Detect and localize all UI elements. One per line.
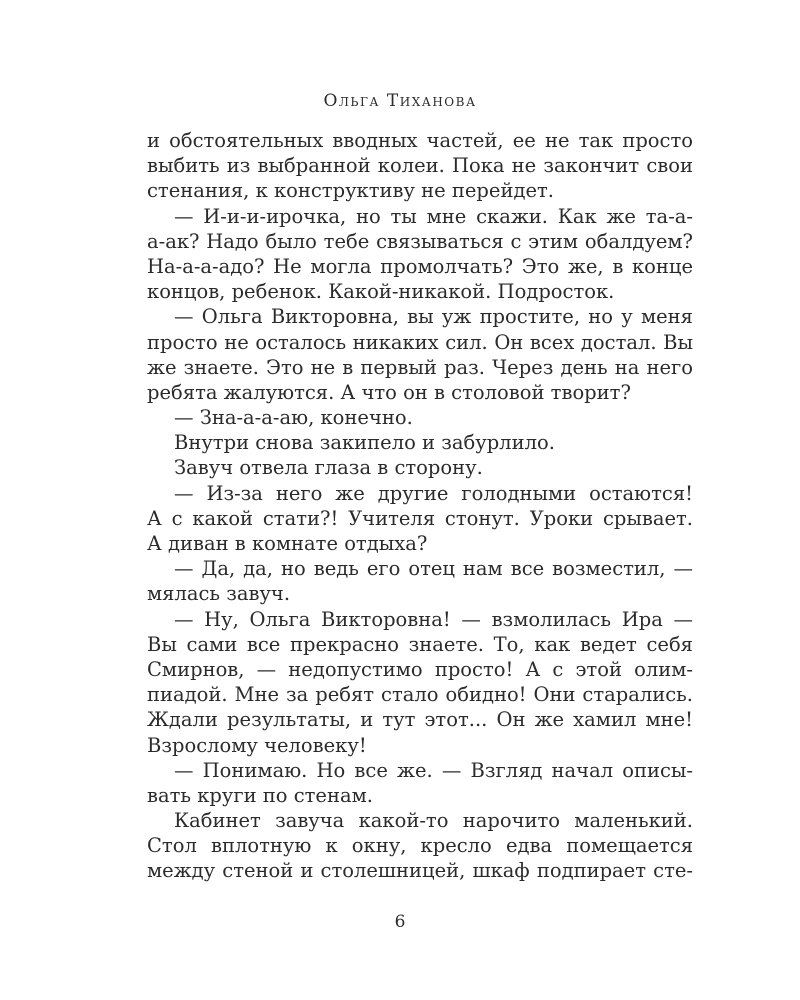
- text-line: Вы сами все прекрасно знаете. То, как ведет себя: [147, 632, 693, 656]
- text-line: А с какой стати?! Учителя стонут. Уроки срывает.: [147, 506, 693, 530]
- text-line: — Ну, Ольга Викторовна! — взмолилась Ира —: [174, 607, 693, 631]
- text-line: — Понимаю. Но все же. — Взгляд начал описы-: [174, 758, 693, 782]
- text-line: — Из-за него же другие голодными остаются!: [174, 481, 693, 505]
- text-line: Кабинет завуча какой-то нарочито маленький.: [174, 809, 693, 833]
- page-number: 6: [394, 912, 406, 932]
- text-line: — Да, да, но ведь его отец нам все возместил, —: [174, 557, 693, 581]
- text-line: вать круги по стенам.: [147, 783, 373, 807]
- text-line: просто не осталось никаких сил. Он всех достал. Вы: [147, 330, 693, 354]
- text-line: Взрослому человеку!: [147, 733, 367, 757]
- text-line: пиадой. Мне за ребят стало обидно! Они старались.: [147, 683, 693, 707]
- body-text: [147, 128, 693, 884]
- text-line: между стеной и столешницей, шкаф подпирает сте-: [147, 859, 693, 883]
- text-line: и обстоятельных вводных частей, ее не так просто: [147, 129, 693, 152]
- text-line: На-а-а-адо? Не могла промолчать? Это же, в конце: [147, 254, 693, 278]
- text-line: концов, ребенок. Какой-никакой. Подросток.: [147, 280, 615, 304]
- running-head: Ольга Тиханова: [323, 91, 477, 111]
- text-line: выбить из выбранной колеи. Пока не закончит свои: [147, 154, 693, 178]
- text-line: а-ак? Надо было тебе связываться с этим обалдуем?: [147, 229, 693, 253]
- text-line: мялась завуч.: [147, 582, 291, 606]
- text-line: — И-и-и-ирочка, но ты мне скажи. Как же та-а-: [174, 204, 693, 228]
- text-line: Завуч отвела глаза в сторону.: [174, 456, 483, 480]
- text-line: — Зна-а-а-аю, конечно.: [174, 406, 413, 430]
- text-line: стенания, к конструктиву не перейдет.: [147, 179, 554, 203]
- text-line: Смирнов, — недопустимо просто! А с этой олим-: [147, 657, 693, 681]
- text-line: — Ольга Викторовна, вы уж простите, но у меня: [174, 305, 693, 329]
- text-line: ребята жалуются. А что он в столовой творит?: [147, 380, 631, 404]
- text-line: же знаете. Это не в первый раз. Через день на него: [147, 355, 693, 379]
- text-line: Стол вплотную к окну, кресло едва помещается: [147, 834, 693, 858]
- text-line: А диван в комнате отдыха?: [147, 532, 428, 555]
- text-line: Ждали результаты, и тут этот... Он же хамил мне!: [147, 708, 693, 732]
- text-line: Внутри снова закипело и забурлило.: [174, 431, 555, 455]
